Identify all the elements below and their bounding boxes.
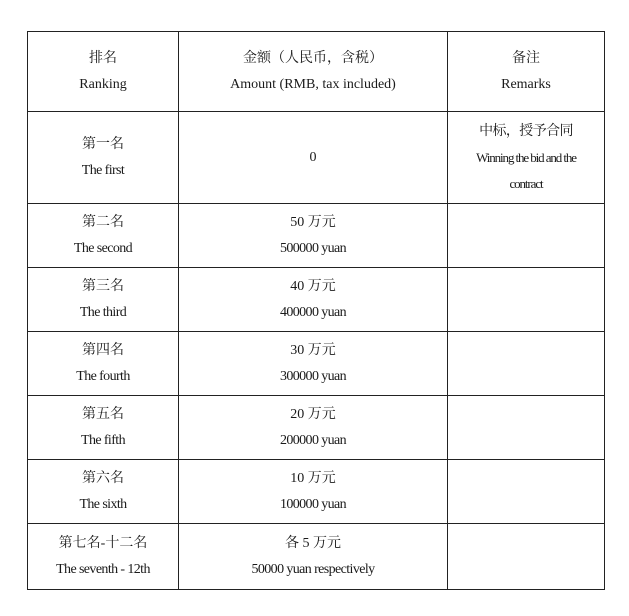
rank-cell xyxy=(28,524,179,590)
rank-cell xyxy=(28,332,179,396)
rank-en: The first xyxy=(81,162,125,178)
header-remarks xyxy=(448,32,605,112)
rank-cell xyxy=(28,460,179,524)
table-row xyxy=(28,332,605,396)
amount-zh: 各 5 万元 xyxy=(285,535,341,551)
remark-en-line2: contract xyxy=(509,175,543,191)
rank-zh: 第七名-十二名 xyxy=(58,535,148,551)
amount-en: 100000 yuan xyxy=(279,496,347,512)
remark-cell xyxy=(448,396,605,460)
table-header-row xyxy=(28,32,605,112)
header-remarks-en: Remarks xyxy=(501,76,551,92)
remark-en-line1: Winning the bid and the xyxy=(476,149,576,165)
remark-cell xyxy=(448,112,605,204)
rank-en: The second xyxy=(73,240,133,256)
rank-zh: 第六名 xyxy=(82,470,124,486)
amount-zh: 20 万元 xyxy=(290,406,336,422)
table-row xyxy=(28,460,605,524)
amount-cell xyxy=(179,524,448,590)
amount-zh: 30 万元 xyxy=(290,342,336,358)
rank-cell xyxy=(28,112,179,204)
header-amount xyxy=(179,32,448,112)
table-row xyxy=(28,396,605,460)
rank-zh: 第三名 xyxy=(82,278,124,294)
amount-cell xyxy=(179,460,448,524)
amount-en: 300000 yuan xyxy=(279,368,347,384)
rank-zh: 第二名 xyxy=(82,214,124,230)
amount-zh: 10 万元 xyxy=(290,470,336,486)
amount-en: 400000 yuan xyxy=(279,304,347,320)
amount-cell xyxy=(179,112,448,204)
amount-en: 200000 yuan xyxy=(279,432,347,448)
amount-en: 50000 yuan respectively xyxy=(251,561,375,577)
rank-en: The fifth xyxy=(81,432,125,448)
header-ranking-zh: 排名 xyxy=(89,50,117,66)
rank-cell xyxy=(28,268,179,332)
header-ranking xyxy=(28,32,179,112)
amount-cell xyxy=(179,204,448,268)
amount-zh: 50 万元 xyxy=(290,214,336,230)
table-row xyxy=(28,204,605,268)
rank-zh: 第四名 xyxy=(82,342,124,358)
amount-cell xyxy=(179,332,448,396)
amount-cell xyxy=(179,396,448,460)
remark-cell xyxy=(448,460,605,524)
amount-en: 500000 yuan xyxy=(279,240,347,256)
rank-zh: 第一名 xyxy=(82,136,124,152)
table-row xyxy=(28,524,605,590)
prize-table xyxy=(27,31,605,590)
amount-zh: 0 xyxy=(309,149,317,165)
rank-cell xyxy=(28,396,179,460)
table-row xyxy=(28,268,605,332)
rank-en: The third xyxy=(79,304,127,320)
remark-zh: 中标，授予合同 xyxy=(479,123,573,139)
header-amount-en: Amount (RMB, tax included) xyxy=(230,76,396,92)
table-row xyxy=(28,112,605,204)
header-amount-zh: 金额（人民币，含税） xyxy=(243,50,383,66)
rank-en: The seventh - 12th xyxy=(56,561,150,577)
rank-en: The sixth xyxy=(79,496,127,512)
amount-zh: 40 万元 xyxy=(290,278,336,294)
remark-cell xyxy=(448,268,605,332)
rank-cell xyxy=(28,204,179,268)
header-ranking-en: Ranking xyxy=(79,76,127,92)
amount-cell xyxy=(179,268,448,332)
rank-en: The fourth xyxy=(76,368,130,384)
rank-zh: 第五名 xyxy=(82,406,124,422)
remark-cell xyxy=(448,332,605,396)
header-remarks-zh: 备注 xyxy=(512,50,540,66)
remark-cell xyxy=(448,524,605,590)
remark-cell xyxy=(448,204,605,268)
